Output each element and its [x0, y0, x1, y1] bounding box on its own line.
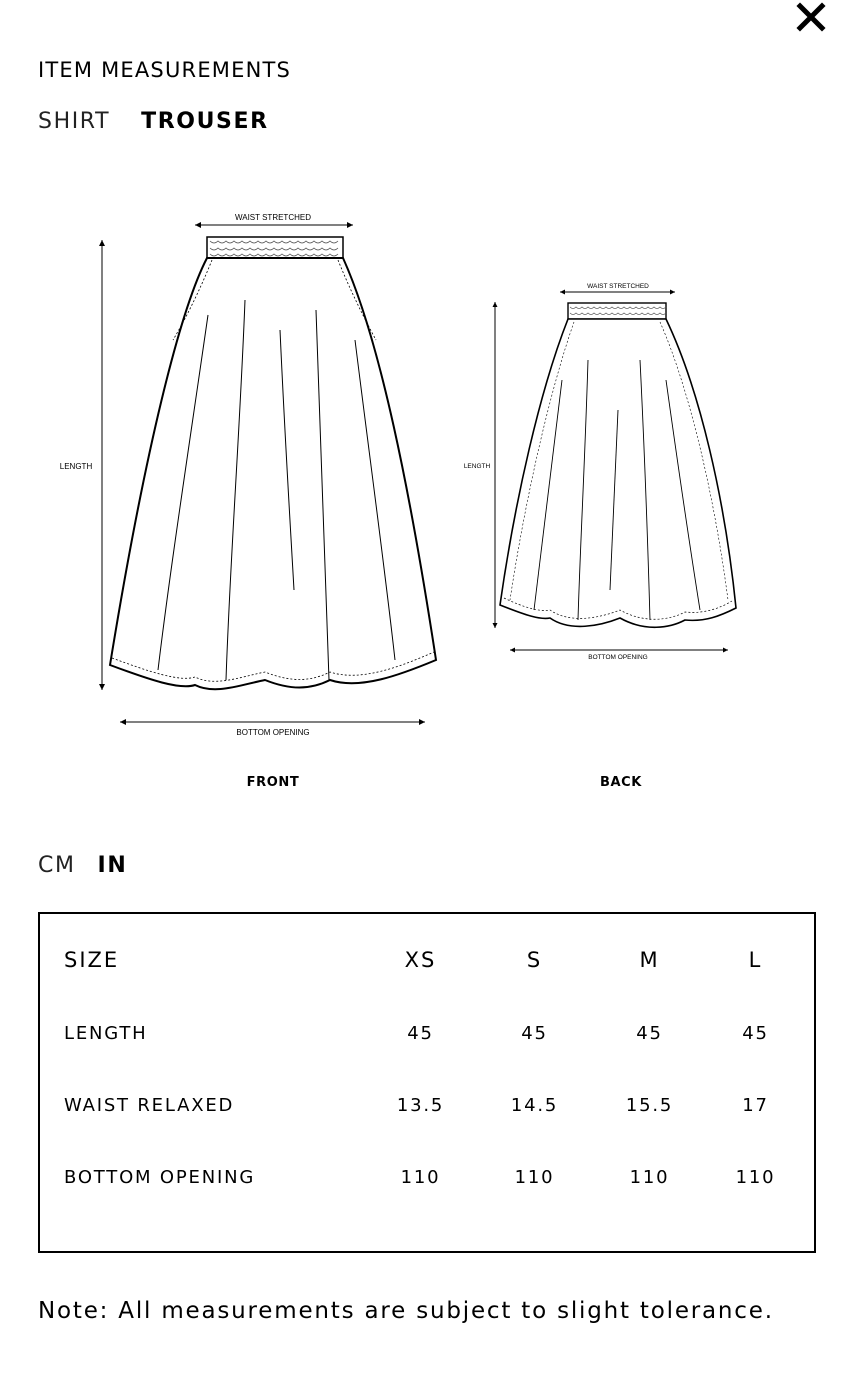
- table-cell: 45: [742, 1023, 769, 1044]
- back-skirt-diagram: [463, 260, 790, 760]
- garment-tabs: [38, 109, 269, 134]
- size-table: [64, 948, 804, 1239]
- unit-tabs: [38, 853, 127, 878]
- table-cell: 110: [514, 1167, 555, 1188]
- close-button[interactable]: [794, 0, 828, 34]
- table-row: [64, 1023, 804, 1095]
- tab-shirt[interactable]: SHIRT: [38, 109, 111, 134]
- row-label-bottom-opening: BOTTOM OPENING: [64, 1167, 256, 1188]
- close-icon: [794, 0, 828, 34]
- table-cell: 45: [636, 1023, 663, 1044]
- table-cell: 110: [629, 1167, 670, 1188]
- table-cell: 14.5: [510, 1095, 559, 1116]
- table-cell: 17: [742, 1095, 769, 1116]
- front-view-label: FRONT: [246, 775, 300, 790]
- table-cell: 15.5: [625, 1095, 674, 1116]
- size-s-header: S: [526, 948, 543, 972]
- table-header-row: [64, 948, 804, 1023]
- size-xs-header: XS: [404, 948, 437, 972]
- size-table-container: [38, 912, 816, 1253]
- tolerance-note: Note: All measurements are subject to slight tolerance.: [38, 1298, 774, 1324]
- table-row: [64, 1095, 804, 1167]
- row-label-length: LENGTH: [64, 1023, 148, 1044]
- back-length-label: LENGTH: [463, 463, 491, 470]
- front-length-label: LENGTH: [59, 462, 93, 471]
- front-bottom-opening-label: BOTTOM OPENING: [236, 728, 310, 737]
- unit-tab-cm[interactable]: CM: [38, 853, 76, 878]
- table-row: [64, 1167, 804, 1239]
- back-view-label: BACK: [600, 775, 642, 790]
- tab-trouser[interactable]: TROUSER: [141, 109, 269, 134]
- front-skirt-diagram: [40, 190, 490, 765]
- row-label-waist-relaxed: WAIST RELAXED: [64, 1095, 235, 1116]
- table-cell: 45: [407, 1023, 434, 1044]
- back-waist-stretched-label: WAIST STRETCHED: [587, 283, 649, 290]
- size-header: SIZE: [64, 948, 120, 972]
- back-bottom-opening-label: BOTTOM OPENING: [588, 654, 648, 661]
- table-cell: 13.5: [396, 1095, 445, 1116]
- size-m-header: M: [639, 948, 660, 972]
- table-cell: 110: [400, 1167, 441, 1188]
- page-title: ITEM MEASUREMENTS: [38, 58, 292, 82]
- table-cell: 110: [735, 1167, 776, 1188]
- unit-tab-in[interactable]: IN: [97, 853, 128, 878]
- table-cell: 45: [521, 1023, 548, 1044]
- front-waist-stretched-label: WAIST STRETCHED: [234, 213, 312, 222]
- size-l-header: L: [748, 948, 763, 972]
